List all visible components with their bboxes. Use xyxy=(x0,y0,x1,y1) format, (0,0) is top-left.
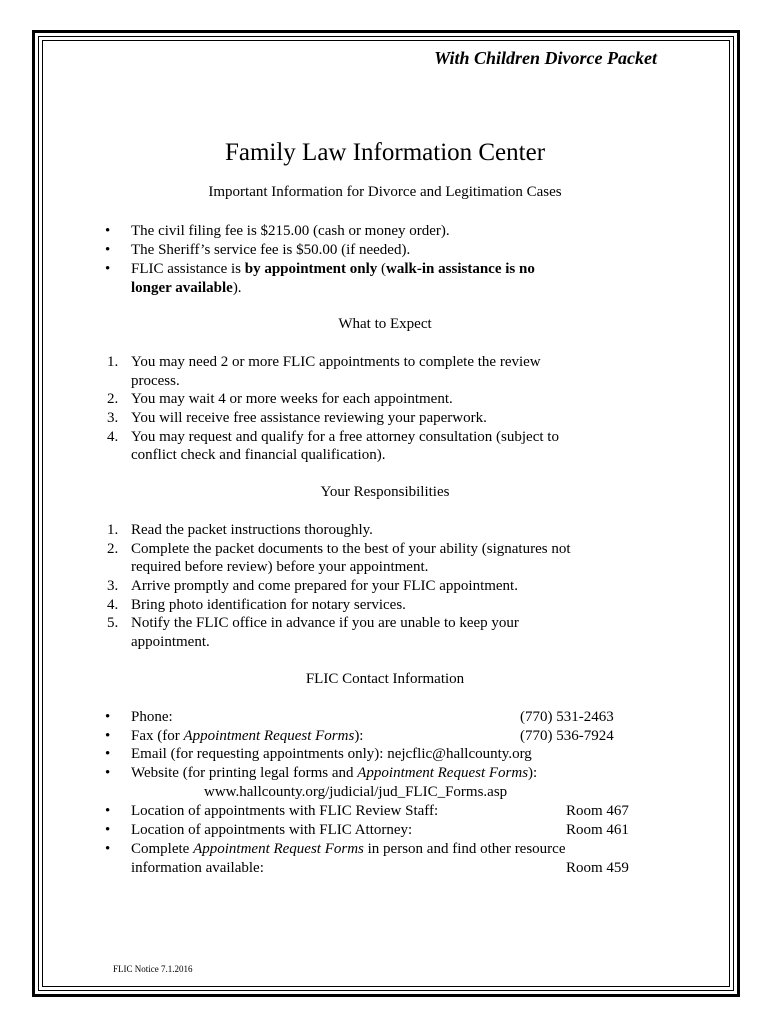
page-subtitle: Important Information for Divorce and Legitimation Cases xyxy=(208,184,562,200)
list-item: You may request and qualify for a free attorney consultation (subject to xyxy=(131,429,559,445)
list-number: 2. xyxy=(107,391,119,407)
phone-label: Phone: xyxy=(131,709,173,725)
website-label: Website (for printing legal forms and Appointment Request Forms): xyxy=(131,765,538,781)
list-item: Read the packet instructions thoroughly. xyxy=(131,522,373,538)
list-number: 4. xyxy=(107,429,119,445)
list-number: 1. xyxy=(107,522,119,538)
responsibilities-heading: Your Responsibilities xyxy=(320,484,450,500)
complete-forms-text-cont: information available: xyxy=(131,860,264,876)
civil-fee-text: The civil filing fee is $215.00 (cash or money order). xyxy=(131,223,450,239)
list-item: You may wait 4 or more weeks for each appointment. xyxy=(131,391,453,407)
flic-assistance-text-cont: longer available). xyxy=(131,280,242,296)
footer-notice: FLIC Notice 7.1.2016 xyxy=(113,964,193,974)
list-item: Complete the packet documents to the best of your ability (signatures not xyxy=(131,541,571,557)
list-item-cont: process. xyxy=(131,373,180,389)
list-number: 4. xyxy=(107,597,119,613)
bullet-icon: • xyxy=(105,841,111,857)
list-number: 1. xyxy=(107,354,119,370)
list-number: 3. xyxy=(107,578,119,594)
bullet-icon: • xyxy=(105,709,111,725)
bullet-icon: • xyxy=(105,803,111,819)
list-item: Arrive promptly and come prepared for your FLIC appointment. xyxy=(131,578,518,594)
attorney-room: Room 461 xyxy=(566,822,629,838)
bullet-icon: • xyxy=(105,746,111,762)
list-item: You will receive free assistance reviewing your paperwork. xyxy=(131,410,487,426)
list-number: 2. xyxy=(107,541,119,557)
bullet-icon: • xyxy=(105,261,111,277)
review-location-label: Location of appointments with FLIC Review Staff: xyxy=(131,803,439,819)
list-item-cont: conflict check and financial qualification). xyxy=(131,447,386,463)
list-item-cont: required before review) before your appointment. xyxy=(131,559,429,575)
bullet-icon: • xyxy=(105,765,111,781)
complete-forms-room: Room 459 xyxy=(566,860,629,876)
what-to-expect-heading: What to Expect xyxy=(338,316,432,332)
list-item-cont: appointment. xyxy=(131,634,210,650)
complete-forms-text: Complete Appointment Request Forms in person and find other resource xyxy=(131,841,566,857)
packet-title: With Children Divorce Packet xyxy=(434,48,657,68)
flic-assistance-text: FLIC assistance is by appointment only (walk-in assistance is no xyxy=(131,261,535,277)
fax-label: Fax (for Appointment Request Forms): xyxy=(131,728,364,744)
bullet-icon: • xyxy=(105,242,111,258)
list-number: 3. xyxy=(107,410,119,426)
bullet-icon: • xyxy=(105,822,111,838)
fax-value: (770) 536-7924 xyxy=(520,728,614,744)
review-room: Room 467 xyxy=(566,803,629,819)
page-title: Family Law Information Center xyxy=(224,139,546,166)
bullet-icon: • xyxy=(105,223,111,239)
contact-heading: FLIC Contact Information xyxy=(305,671,465,687)
phone-value: (770) 531-2463 xyxy=(520,709,614,725)
attorney-location-label: Location of appointments with FLIC Attorney: xyxy=(131,822,413,838)
list-item: Notify the FLIC office in advance if you are unable to keep your xyxy=(131,615,519,631)
email-text: Email (for requesting appointments only): nejcflic@hallcounty.org xyxy=(131,746,532,762)
sheriff-fee-text: The Sheriff’s service fee is $50.00 (if needed). xyxy=(131,242,411,258)
website-url: www.hallcounty.org/judicial/jud_FLIC_Forms.asp xyxy=(204,784,508,800)
bullet-icon: • xyxy=(105,728,111,744)
list-number: 5. xyxy=(107,615,119,631)
list-item: Bring photo identification for notary services. xyxy=(131,597,406,613)
list-item: You may need 2 or more FLIC appointments to complete the review xyxy=(131,354,541,370)
